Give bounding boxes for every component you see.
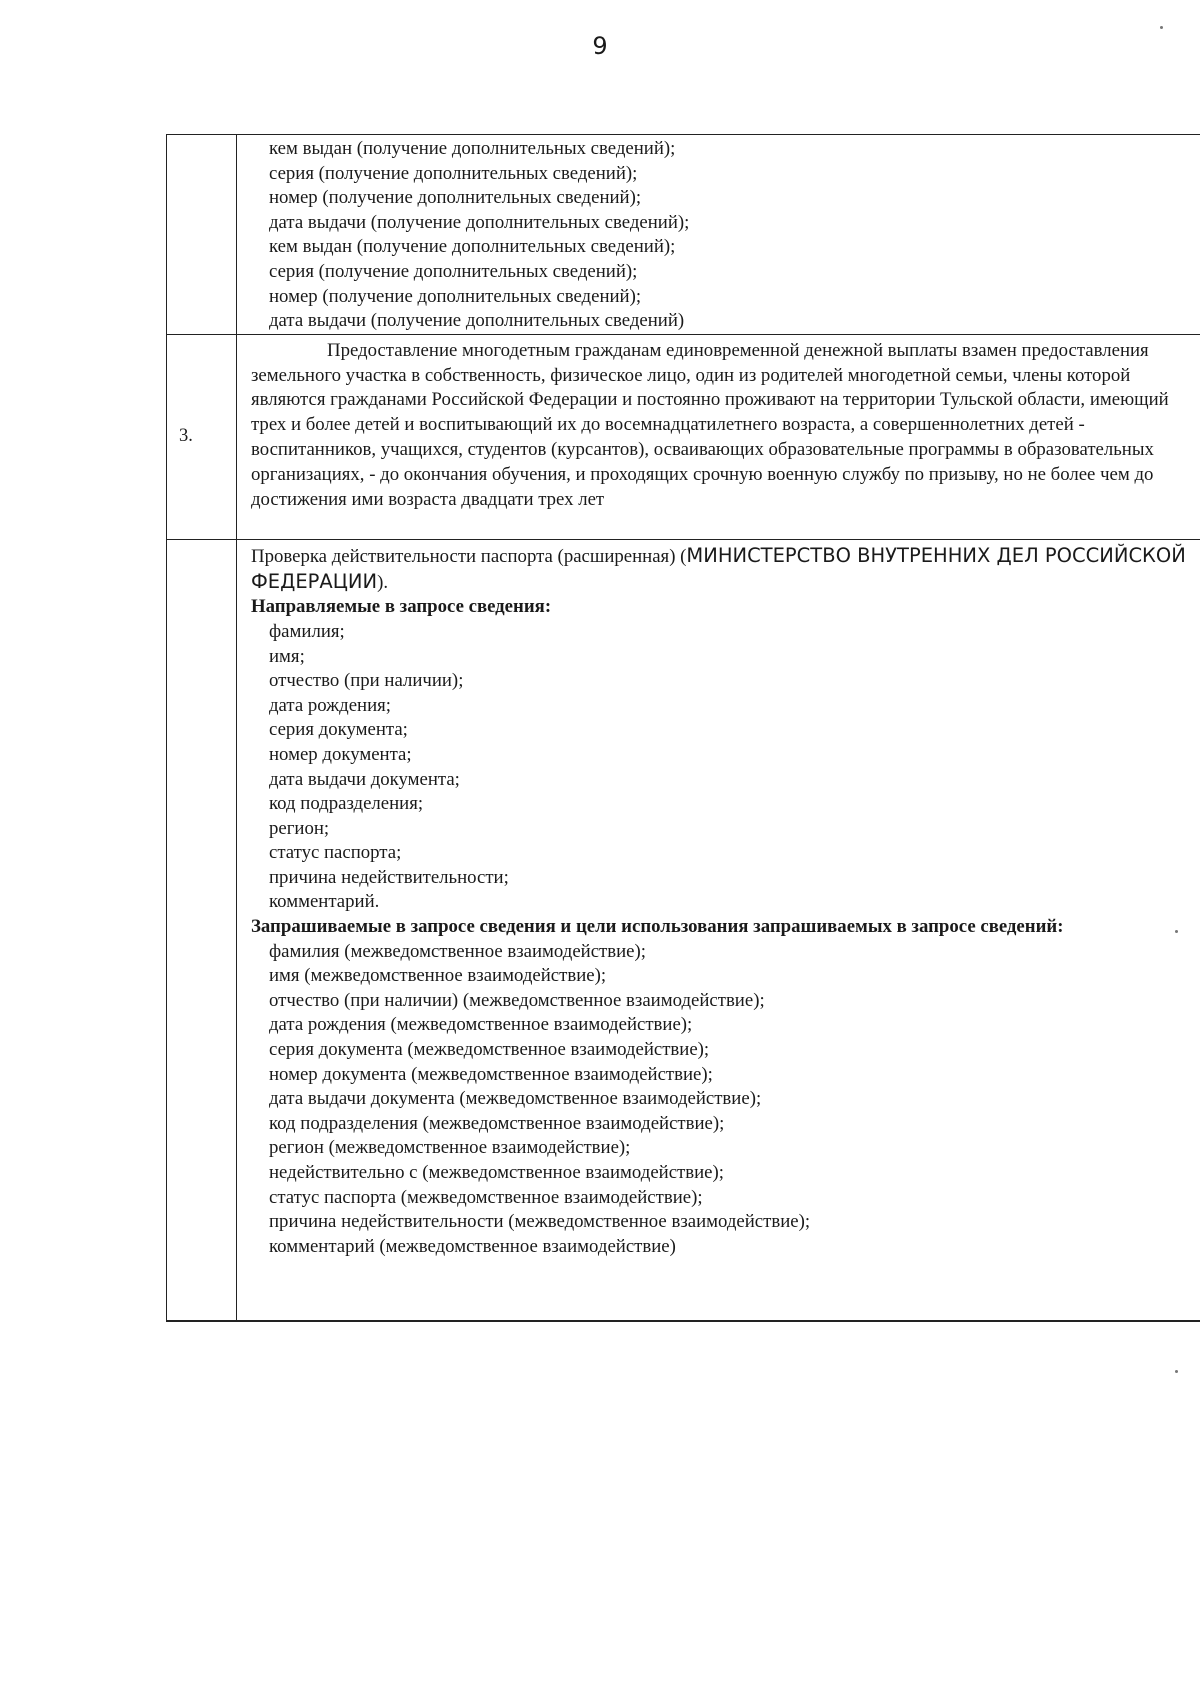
table-row-service-3: [167, 334, 1200, 539]
requested-data-item: имя (межведомственное взаимодействие);: [269, 965, 607, 987]
sent-data-item: регион;: [269, 817, 330, 839]
sent-data-list: [251, 620, 1192, 915]
continuation-line: дата выдачи (получение дополнительных сведений);: [269, 211, 690, 233]
page-number: 9: [592, 32, 608, 60]
requested-data-item: отчество (при наличии) (межведомственное взаимодействие);: [269, 989, 765, 1011]
sent-data-item: дата рождения;: [269, 694, 392, 716]
passport-check-cell: [237, 539, 1200, 1321]
continuation-line: серия (получение дополнительных сведений);: [269, 162, 638, 184]
service-description: Предоставление многодетным гражданам единовременной денежной выплаты взамен предоставления земельного участка в собственность, физическое лицо, один из родителей многодетной семьи, члены которой являются гражданами Российской Федерации и постоянно проживают на территории Тульской области, имеющий трех и более детей и воспитывающий их до восемнадцатилетнего возраста, а совершеннолетних детей - воспитанников, учащихся, студентов (курсантов), осваивающих образовательные программы в образовательных организациях, - до окончания обучения, и проходящих срочную военную службу по призыву, но не более чем до достижения ими возраста двадцати трех лет: [251, 339, 1169, 510]
sent-data-item: фамилия;: [269, 620, 345, 642]
continuation-list: [237, 135, 1200, 334]
sent-data-item: дата выдачи документа;: [269, 768, 460, 790]
continuation-line: кем выдан (получение дополнительных сведений);: [269, 236, 676, 258]
requested-data-item: причина недействительности (межведомственное взаимодействие);: [269, 1211, 811, 1233]
requested-data-item: дата рождения (межведомственное взаимодействие);: [269, 1014, 693, 1036]
requested-data-heading: Запрашиваемые в запросе сведения и цели использования запрашиваемых в запросе сведений:: [251, 916, 1064, 938]
requested-data-item: фамилия (межведомственное взаимодействие);: [269, 940, 646, 962]
sent-data-item: имя;: [269, 645, 305, 667]
sent-data-item: комментарий.: [269, 891, 380, 913]
requested-data-item: код подразделения (межведомственное взаимодействие);: [269, 1112, 725, 1134]
sent-data-item: отчество (при наличии);: [269, 670, 464, 692]
requested-data-item: комментарий (межведомственное взаимодействие): [269, 1235, 676, 1257]
continuation-line: дата выдачи (получение дополнительных сведений): [269, 310, 685, 332]
check-title-suffix: ).: [377, 571, 389, 593]
table-row-passport-check: [167, 539, 1200, 1321]
table-row-continuation: [167, 135, 1200, 335]
number-cell: [167, 334, 237, 539]
service-number: 3.: [179, 426, 193, 447]
continuation-line: номер (получение дополнительных сведений);: [269, 285, 642, 307]
ministry-name: МИНИСТЕРСТВО ВНУТРЕННИХ ДЕЛ РОССИЙСКОЙ ФЕДЕРАЦИИ: [251, 543, 1186, 593]
requested-data-item: статус паспорта (межведомственное взаимодействие);: [269, 1186, 703, 1208]
service-cell: [237, 334, 1200, 539]
continuation-line: номер (получение дополнительных сведений);: [269, 187, 642, 209]
sent-data-item: код подразделения;: [269, 793, 424, 815]
requested-data-item: недействительно с (межведомственное взаимодействие);: [269, 1162, 724, 1183]
scan-speck: [1175, 1370, 1178, 1373]
sent-data-item: серия документа;: [269, 719, 408, 741]
sent-data-item: статус паспорта;: [269, 842, 402, 864]
sent-data-heading: Направляемые в запросе сведения:: [251, 596, 552, 618]
number-cell-empty: [167, 135, 237, 335]
continuation-cell: [237, 135, 1200, 335]
services-table: [166, 134, 1200, 1322]
scan-speck: [1160, 26, 1163, 29]
sent-data-item: номер документа;: [269, 743, 412, 765]
requested-data-item: номер документа (межведомственное взаимодействие);: [269, 1063, 713, 1085]
continuation-line: серия (получение дополнительных сведений);: [269, 260, 638, 282]
requested-data-item: серия документа (межведомственное взаимодействие);: [269, 1039, 710, 1061]
requested-data-item: регион (межведомственное взаимодействие);: [269, 1137, 631, 1159]
sent-data-item: причина недействительности;: [269, 866, 509, 888]
check-title-prefix: Проверка действительности паспорта (расширенная) (: [251, 545, 687, 567]
requested-data-item: дата выдачи документа (межведомственное взаимодействие);: [269, 1088, 762, 1110]
continuation-line: кем выдан (получение дополнительных сведений);: [269, 138, 676, 159]
scan-speck: [1175, 930, 1178, 933]
number-cell-empty: [167, 539, 237, 1321]
check-title: [251, 544, 1192, 596]
requested-data-list: [251, 940, 1192, 1260]
